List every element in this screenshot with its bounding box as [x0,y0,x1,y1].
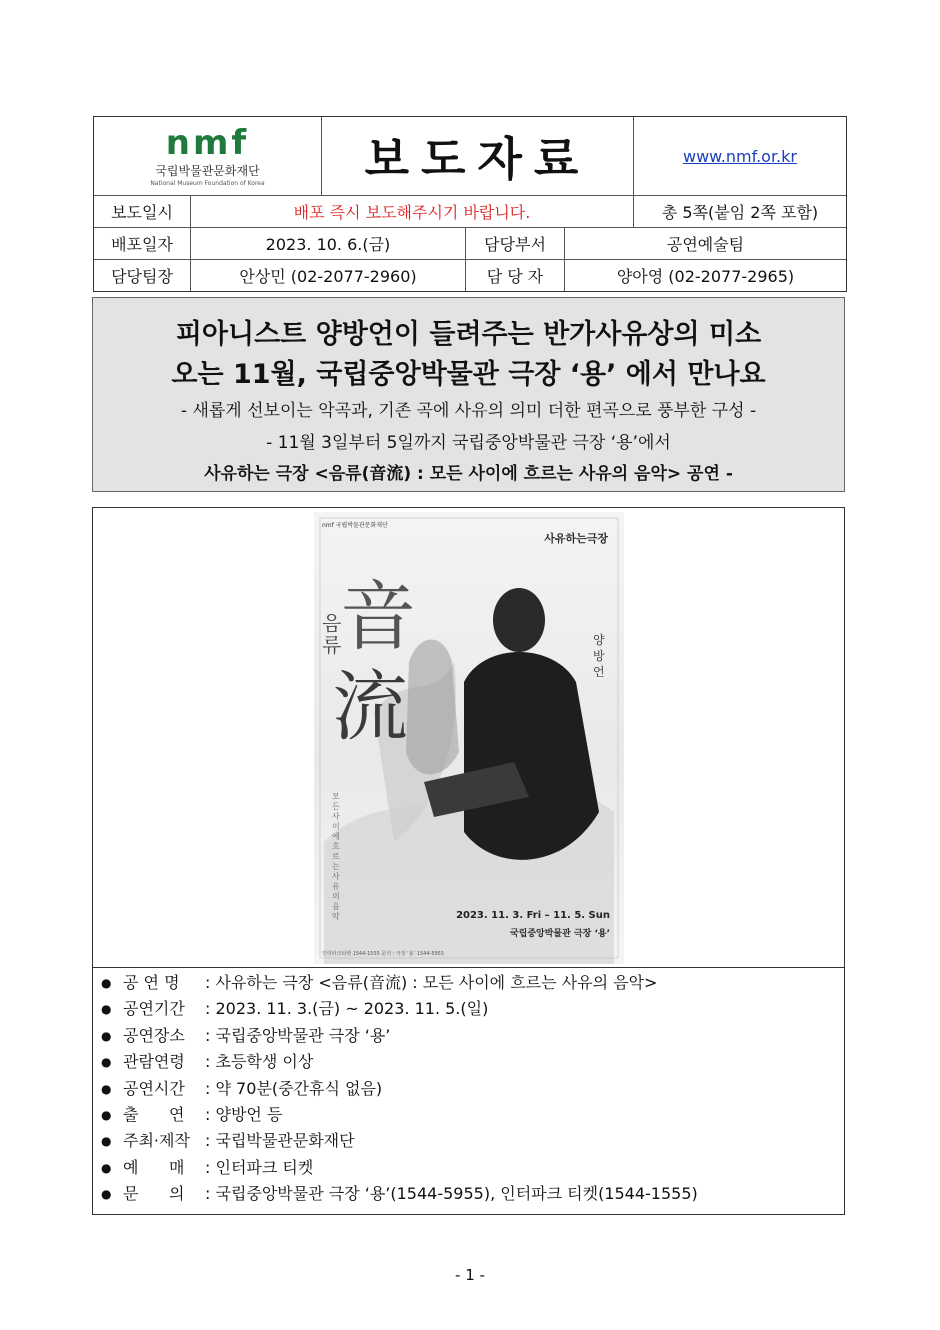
poster-footer: 인터파크티켓 1544-1555 문의 : 극장 ‘용’ 1544-5955 [322,951,445,957]
detail-label: 출 연 [123,1104,185,1124]
detail-item [99,970,839,996]
detail-value: : 국립중앙박물관 극장 ‘용’(1544-5955), 인터파크 티켓(1544-1555) [205,1184,698,1204]
detail-value-text: 국립중앙박물관 극장 ‘용’(1544-5955), 인터파크 티켓(1544-1555) [215,1184,698,1204]
detail-value-text: 양방언 등 [215,1104,283,1124]
detail-value-text: 국립중앙박물관 극장 ‘용’ [215,1025,391,1045]
headline-box [92,297,845,492]
headline-sub-3: 사유하는 극장 <음류(音流) : 모든 사이에 흐르는 사유의 음악> 공연 - [204,464,733,484]
bullet-icon: ● [101,1081,112,1096]
logo-name-en: National Museum Foundation of Korea [150,179,265,187]
url-cell [634,117,846,195]
poster-dates: 2023. 11. 3. Fri – 11. 5. Sun [456,910,610,921]
manager-value: 안상민 (02-2077-2960) [191,259,466,291]
detail-value-text: 사유하는 극장 <음류(音流) : 모든 사이에 흐르는 사유의 음악> [215,973,658,992]
detail-label: 공 연 명 [123,973,180,992]
detail-item [99,1181,839,1207]
date-label: 배포일자 [94,227,191,259]
detail-value: : 2023. 11. 3.(금) ~ 2023. 11. 5.(일) [205,999,489,1019]
doc-title: 보도자료 [364,132,591,186]
detail-label: 주최·제작 [123,1131,190,1151]
page-count: 총 5쪽(붙임 2쪽 포함) [661,202,819,222]
nmf-logo: nmf [165,122,250,163]
detail-value: : 국립박물관문화재단 [205,1131,355,1151]
detail-item [99,1128,839,1154]
header-row-contact [94,259,846,291]
performance-details-list [99,970,839,1208]
release-label: 보도일시 [94,195,191,227]
header-top-row [94,117,846,196]
detail-item [99,1076,839,1102]
poster-venue: 국립중앙박물관 극장 ‘용’ [509,929,610,939]
performance-info-box [92,507,845,1215]
poster-artist: 양방언 [593,633,605,679]
bullet-icon: ● [101,1187,112,1202]
detail-value: : 인터파크 티켓 [205,1157,314,1177]
page-number: - 1 - [455,1266,485,1284]
headline-title-1: 피아니스트 양방언이 들려주는 반가사유상의 미소 [175,319,762,350]
detail-item [99,1155,839,1181]
poster-vertical-subtitle: 모든 사이에 흐르는 사유의 음악 [332,792,340,921]
contact-value: 양아영 (02-2077-2965) [616,266,795,286]
bullet-icon: ● [101,1107,112,1122]
concert-poster [314,512,624,964]
detail-value-text: 인터파크 티켓 [215,1157,314,1177]
poster-hanja-2: 流 [332,662,408,751]
detail-value: : 국립중앙박물관 극장 ‘용’ [205,1025,391,1045]
detail-label: 공연시간 [123,1078,185,1098]
logo-cell [94,117,322,195]
detail-value: : 초등학생 이상 [205,1052,314,1072]
bullet-icon: ● [101,1055,112,1070]
detail-value-text: 2023. 11. 3.(금) ~ 2023. 11. 5.(일) [215,999,489,1019]
detail-value: : 사유하는 극장 <음류(音流) : 모든 사이에 흐르는 사유의 음악> [205,973,658,992]
poster-series: 사유하는극장 [544,532,608,545]
headline-sub-1: - 새롭게 선보이는 악곡과, 기존 곡에 사유의 의미 더한 편곡으로 풍부한 구성 - [180,401,757,421]
website-link[interactable]: www.nmf.or.kr [683,146,797,166]
detail-item [99,1102,839,1128]
header-row-date [94,227,846,260]
release-value: 배포 즉시 보도해주시기 바랍니다. [191,195,634,227]
dept-value: 공연예술팀 [666,234,745,254]
bullet-icon: ● [101,1002,112,1017]
info-divider [93,967,844,968]
header-row-release [94,195,846,228]
dept-label: 담당부서 [466,227,565,259]
poster-hanja-1: 音 [340,572,416,661]
detail-value-text: 초등학생 이상 [215,1052,314,1072]
bullet-icon: ● [101,1028,112,1043]
title-cell [322,117,634,195]
poster-top-logo: nmf 국립박물관문화재단 [322,522,388,529]
contact-label: 담 당 자 [466,259,565,291]
detail-label: 예 매 [123,1157,185,1177]
detail-value: : 약 70분(중간휴식 없음) [205,1078,383,1098]
detail-label: 문 의 [123,1184,185,1204]
bullet-icon: ● [101,976,112,990]
detail-item [99,1049,839,1075]
detail-value-text: 약 70분(중간휴식 없음) [215,1078,383,1098]
logo-name-ko: 국립박물관문화재단 [155,163,260,178]
detail-item [99,996,839,1022]
headline-sub-2: - 11월 3일부터 5일까지 국립중앙박물관 극장 ‘용’에서 [266,433,671,453]
manager-label: 담당팀장 [94,259,191,291]
press-header-table [93,116,847,292]
detail-label: 공연기간 [123,999,185,1019]
bullet-icon: ● [101,1134,112,1149]
detail-item [99,1023,839,1049]
poster-hangul-title: 음류 [322,611,342,657]
headline-title-2: 오는 11월, 국립중앙박물관 극장 ‘용’ 에서 만나요 [171,359,766,390]
detail-label: 공연장소 [123,1025,185,1045]
date-value: 2023. 10. 6.(금) [191,227,466,259]
detail-label: 관람연령 [123,1052,185,1072]
bullet-icon: ● [101,1160,112,1175]
detail-value-text: 국립박물관문화재단 [215,1131,355,1151]
detail-value: : 양방언 등 [205,1104,283,1124]
